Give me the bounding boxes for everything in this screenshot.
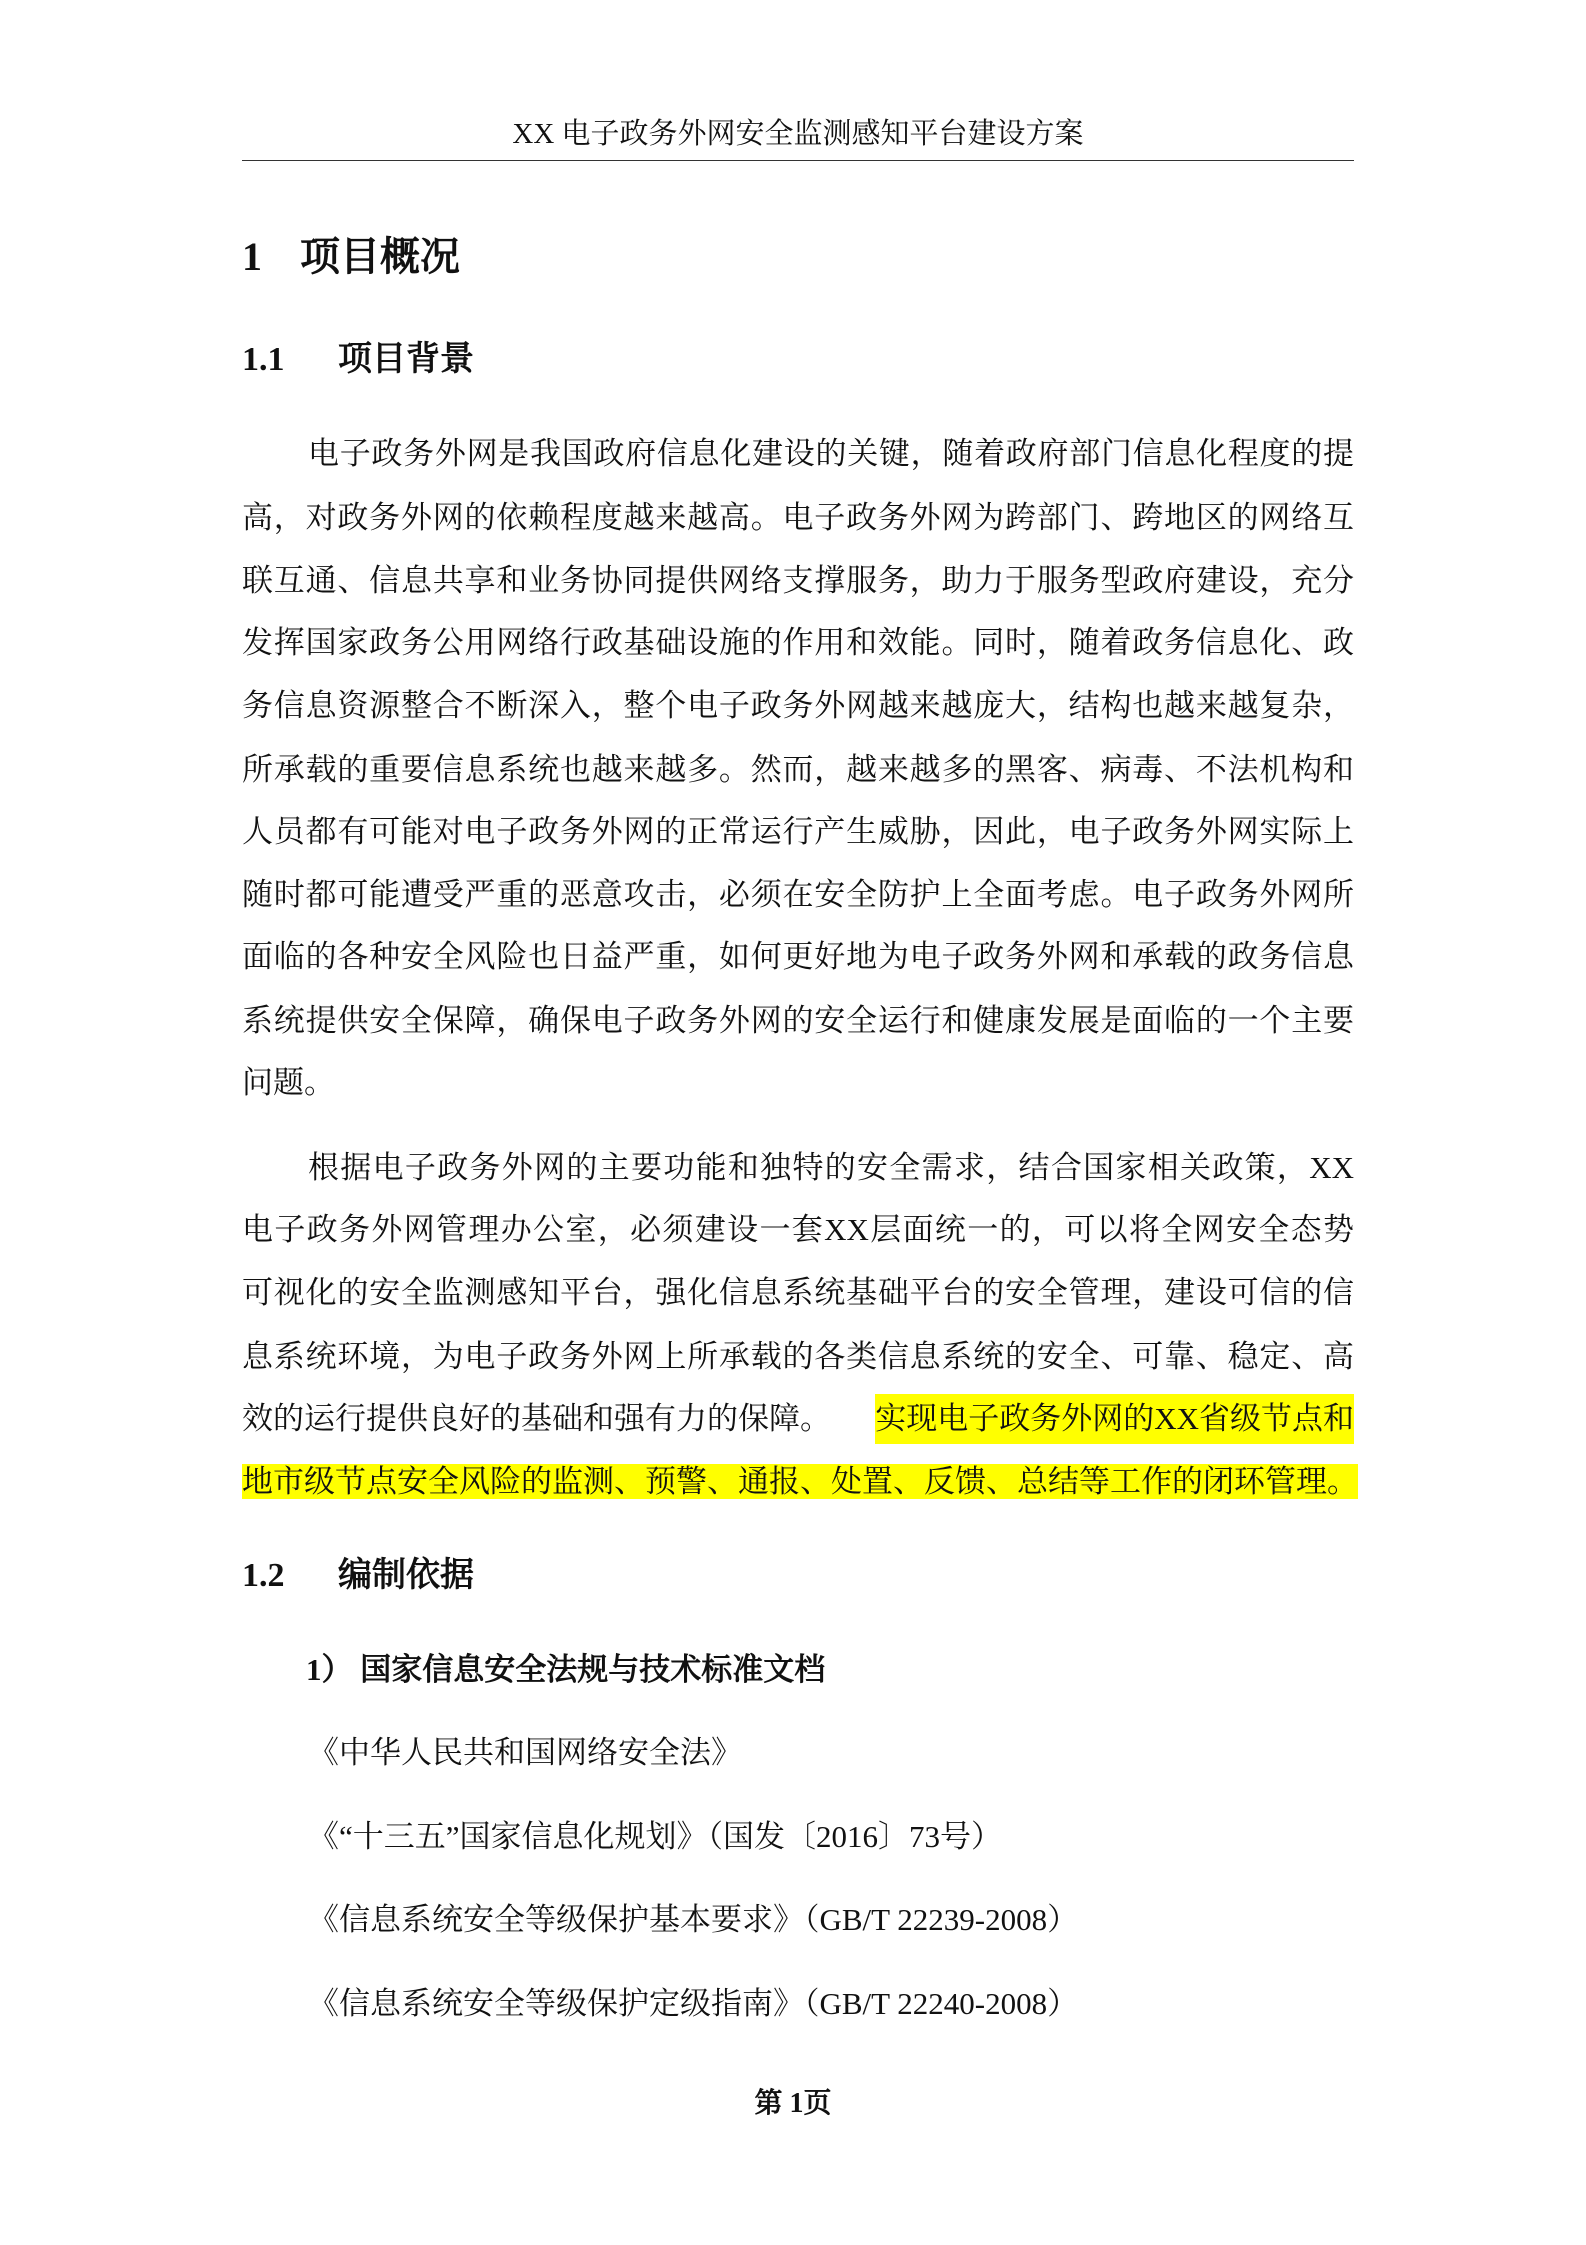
paragraph-line: 根据电子政务外网的主要功能和独特的安全需求，结合国家相关政策，XX: [308, 1150, 1354, 1185]
highlighted-text: 实现电子政务外网的XX省级节点和: [875, 1394, 1354, 1444]
reference-item: 《“十三五”国家信息化规划》（国发〔2016〕73号）: [308, 1819, 1003, 1854]
heading-section-1-2: [242, 1554, 474, 1598]
heading-title: 项目背景: [338, 341, 474, 378]
page-number: 第 1页: [754, 2088, 832, 2119]
paragraph-line: 面临的各种安全风险也日益严重，如何更好地为电子政务外网和承载的政务信息: [242, 939, 1354, 974]
heading-section-1: [242, 232, 460, 282]
header-divider: [242, 160, 1354, 161]
paragraph-line: [242, 1394, 1354, 1444]
subsection-heading: 1） 国家信息安全法规与技术标准文档: [306, 1652, 826, 1687]
paragraph-line: 随时都可能遭受严重的恶意攻击，必须在安全防护上全面考虑。电子政务外网所: [242, 877, 1354, 912]
paragraph-line: 系统提供安全保障，确保电子政务外网的安全运行和健康发展是面临的一个主要: [242, 1003, 1354, 1038]
paragraph-line: [242, 1457, 1358, 1507]
paragraph-line: 息系统环境，为电子政务外网上所承载的各类信息系统的安全、可靠、稳定、高: [242, 1339, 1354, 1374]
paragraph-line: 务信息资源整合不断深入，整个电子政务外网越来越庞大，结构也越来越复杂，: [242, 688, 1354, 723]
reference-item: 《中华人民共和国网络安全法》: [308, 1735, 742, 1770]
heading-number: 1.1: [242, 341, 285, 378]
heading-title: 编制依据: [338, 1557, 474, 1594]
paragraph-line: 可视化的安全监测感知平台，强化信息系统基础平台的安全管理，建设可信的信: [242, 1275, 1354, 1310]
paragraph-line: 电子政务外网是我国政府信息化建设的关键，随着政府部门信息化程度的提: [308, 436, 1354, 471]
paragraph-line: 问题。: [242, 1065, 335, 1100]
highlighted-text: 地市级节点安全风险的监测、预警、通报、处置、反馈、总结等工作的闭环管理。: [242, 1464, 1358, 1499]
paragraph-line: 高，对政务外网的依赖程度越来越高。电子政务外网为跨部门、跨地区的网络互: [242, 500, 1354, 535]
paragraph-line: 电子政务外网管理办公室，必须建设一套XX层面统一的，可以将全网安全态势: [242, 1212, 1354, 1247]
page-header-title: XX 电子政务外网安全监测感知平台建设方案: [512, 118, 1084, 150]
heading-section-1-1: [242, 338, 474, 382]
heading-number: 1.2: [242, 1557, 285, 1594]
heading-number: 1: [242, 234, 262, 279]
paragraph-line: 所承载的重要信息系统也越来越多。然而，越来越多的黑客、病毒、不法机构和: [242, 752, 1354, 787]
paragraph-line: 人员都有可能对电子政务外网的正常运行产生威胁，因此，电子政务外网实际上: [242, 814, 1354, 849]
reference-item: 《信息系统安全等级保护定级指南》（GB/T 22240-2008）: [308, 1986, 1079, 2021]
paragraph-line: 联互通、信息共享和业务协同提供网络支撑服务，助力于服务型政府建设，充分: [242, 563, 1354, 598]
reference-item: 《信息系统安全等级保护基本要求》（GB/T 22239-2008）: [308, 1902, 1079, 1937]
heading-title: 项目概况: [300, 234, 460, 279]
paragraph-text: 效的运行提供良好的基础和强有力的保障。: [242, 1401, 831, 1436]
paragraph-line: 发挥国家政务公用网络行政基础设施的作用和效能。同时，随着政务信息化、政: [242, 625, 1354, 660]
